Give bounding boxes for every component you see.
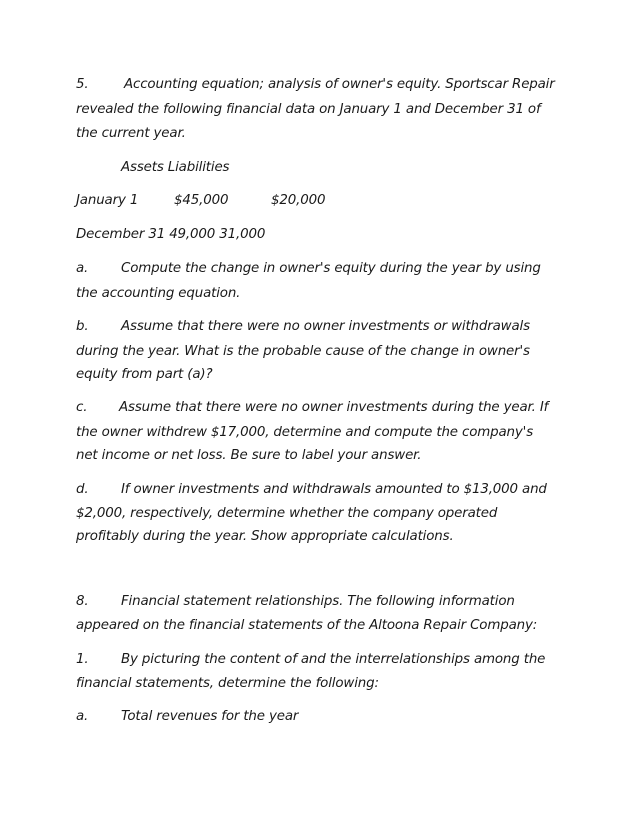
part-d-letter: d.: [76, 482, 89, 497]
problem-8-heading: Financial statement relationships. The following information: [121, 594, 515, 609]
problem-8-part-a-letter: a.: [76, 709, 89, 724]
data-table-header: Assets Liabilities: [121, 160, 230, 175]
part-b-text-line-2: during the year. What is the probable cause of the change in owner's: [76, 344, 530, 359]
problem-8-part-a-text: Total revenues for the year: [121, 709, 299, 724]
problem-5-number: 5.: [76, 77, 89, 92]
part-a-letter: a.: [76, 261, 89, 276]
problem-8-number: 8.: [76, 594, 89, 609]
part-d-text-line-1: If owner investments and withdrawals amounted to $13,000 and: [121, 482, 547, 497]
row-jan-assets: $45,000: [174, 193, 229, 208]
part-d-text-line-2: $2,000, respectively, determine whether the company operated: [76, 506, 498, 521]
part-a-text-line-1: Compute the change in owner's equity during the year by using: [121, 261, 541, 276]
row-jan-liabilities: $20,000: [271, 193, 326, 208]
part-c-text-line-3: net income or net loss. Be sure to label your answer.: [76, 448, 422, 463]
problem-5-text-line-3: the current year.: [76, 126, 186, 141]
problem-5-text-line-2: revealed the following financial data on January 1 and December 31 of: [76, 102, 541, 117]
part-a-text-line-2: the accounting equation.: [76, 286, 241, 301]
part-d-text-line-3: profitably during the year. Show appropriate calculations.: [76, 529, 454, 544]
data-table-row-dec: December 31 49,000 31,000: [76, 227, 266, 242]
part-b-text-line-1: Assume that there were no owner investments or withdrawals: [121, 319, 530, 334]
part-b-letter: b.: [76, 319, 89, 334]
problem-5-heading: Accounting equation; analysis of owner's equity. Sportscar Repair: [124, 77, 555, 92]
part-c-text-line-1: Assume that there were no owner investments during the year. If: [119, 400, 549, 415]
item-1-text-line-1: By picturing the content of and the interrelationships among the: [121, 652, 546, 667]
problem-8-text-line-2: appeared on the financial statements of the Altoona Repair Company:: [76, 618, 538, 633]
item-1-text-line-2: financial statements, determine the following:: [76, 676, 379, 691]
part-c-letter: c.: [76, 400, 88, 415]
row-jan-label: January 1: [76, 193, 139, 208]
part-b-text-line-3: equity from part (a)?: [76, 367, 213, 382]
item-1-number: 1.: [76, 652, 89, 667]
part-c-text-line-2: the owner withdrew $17,000, determine and compute the company's: [76, 425, 534, 440]
